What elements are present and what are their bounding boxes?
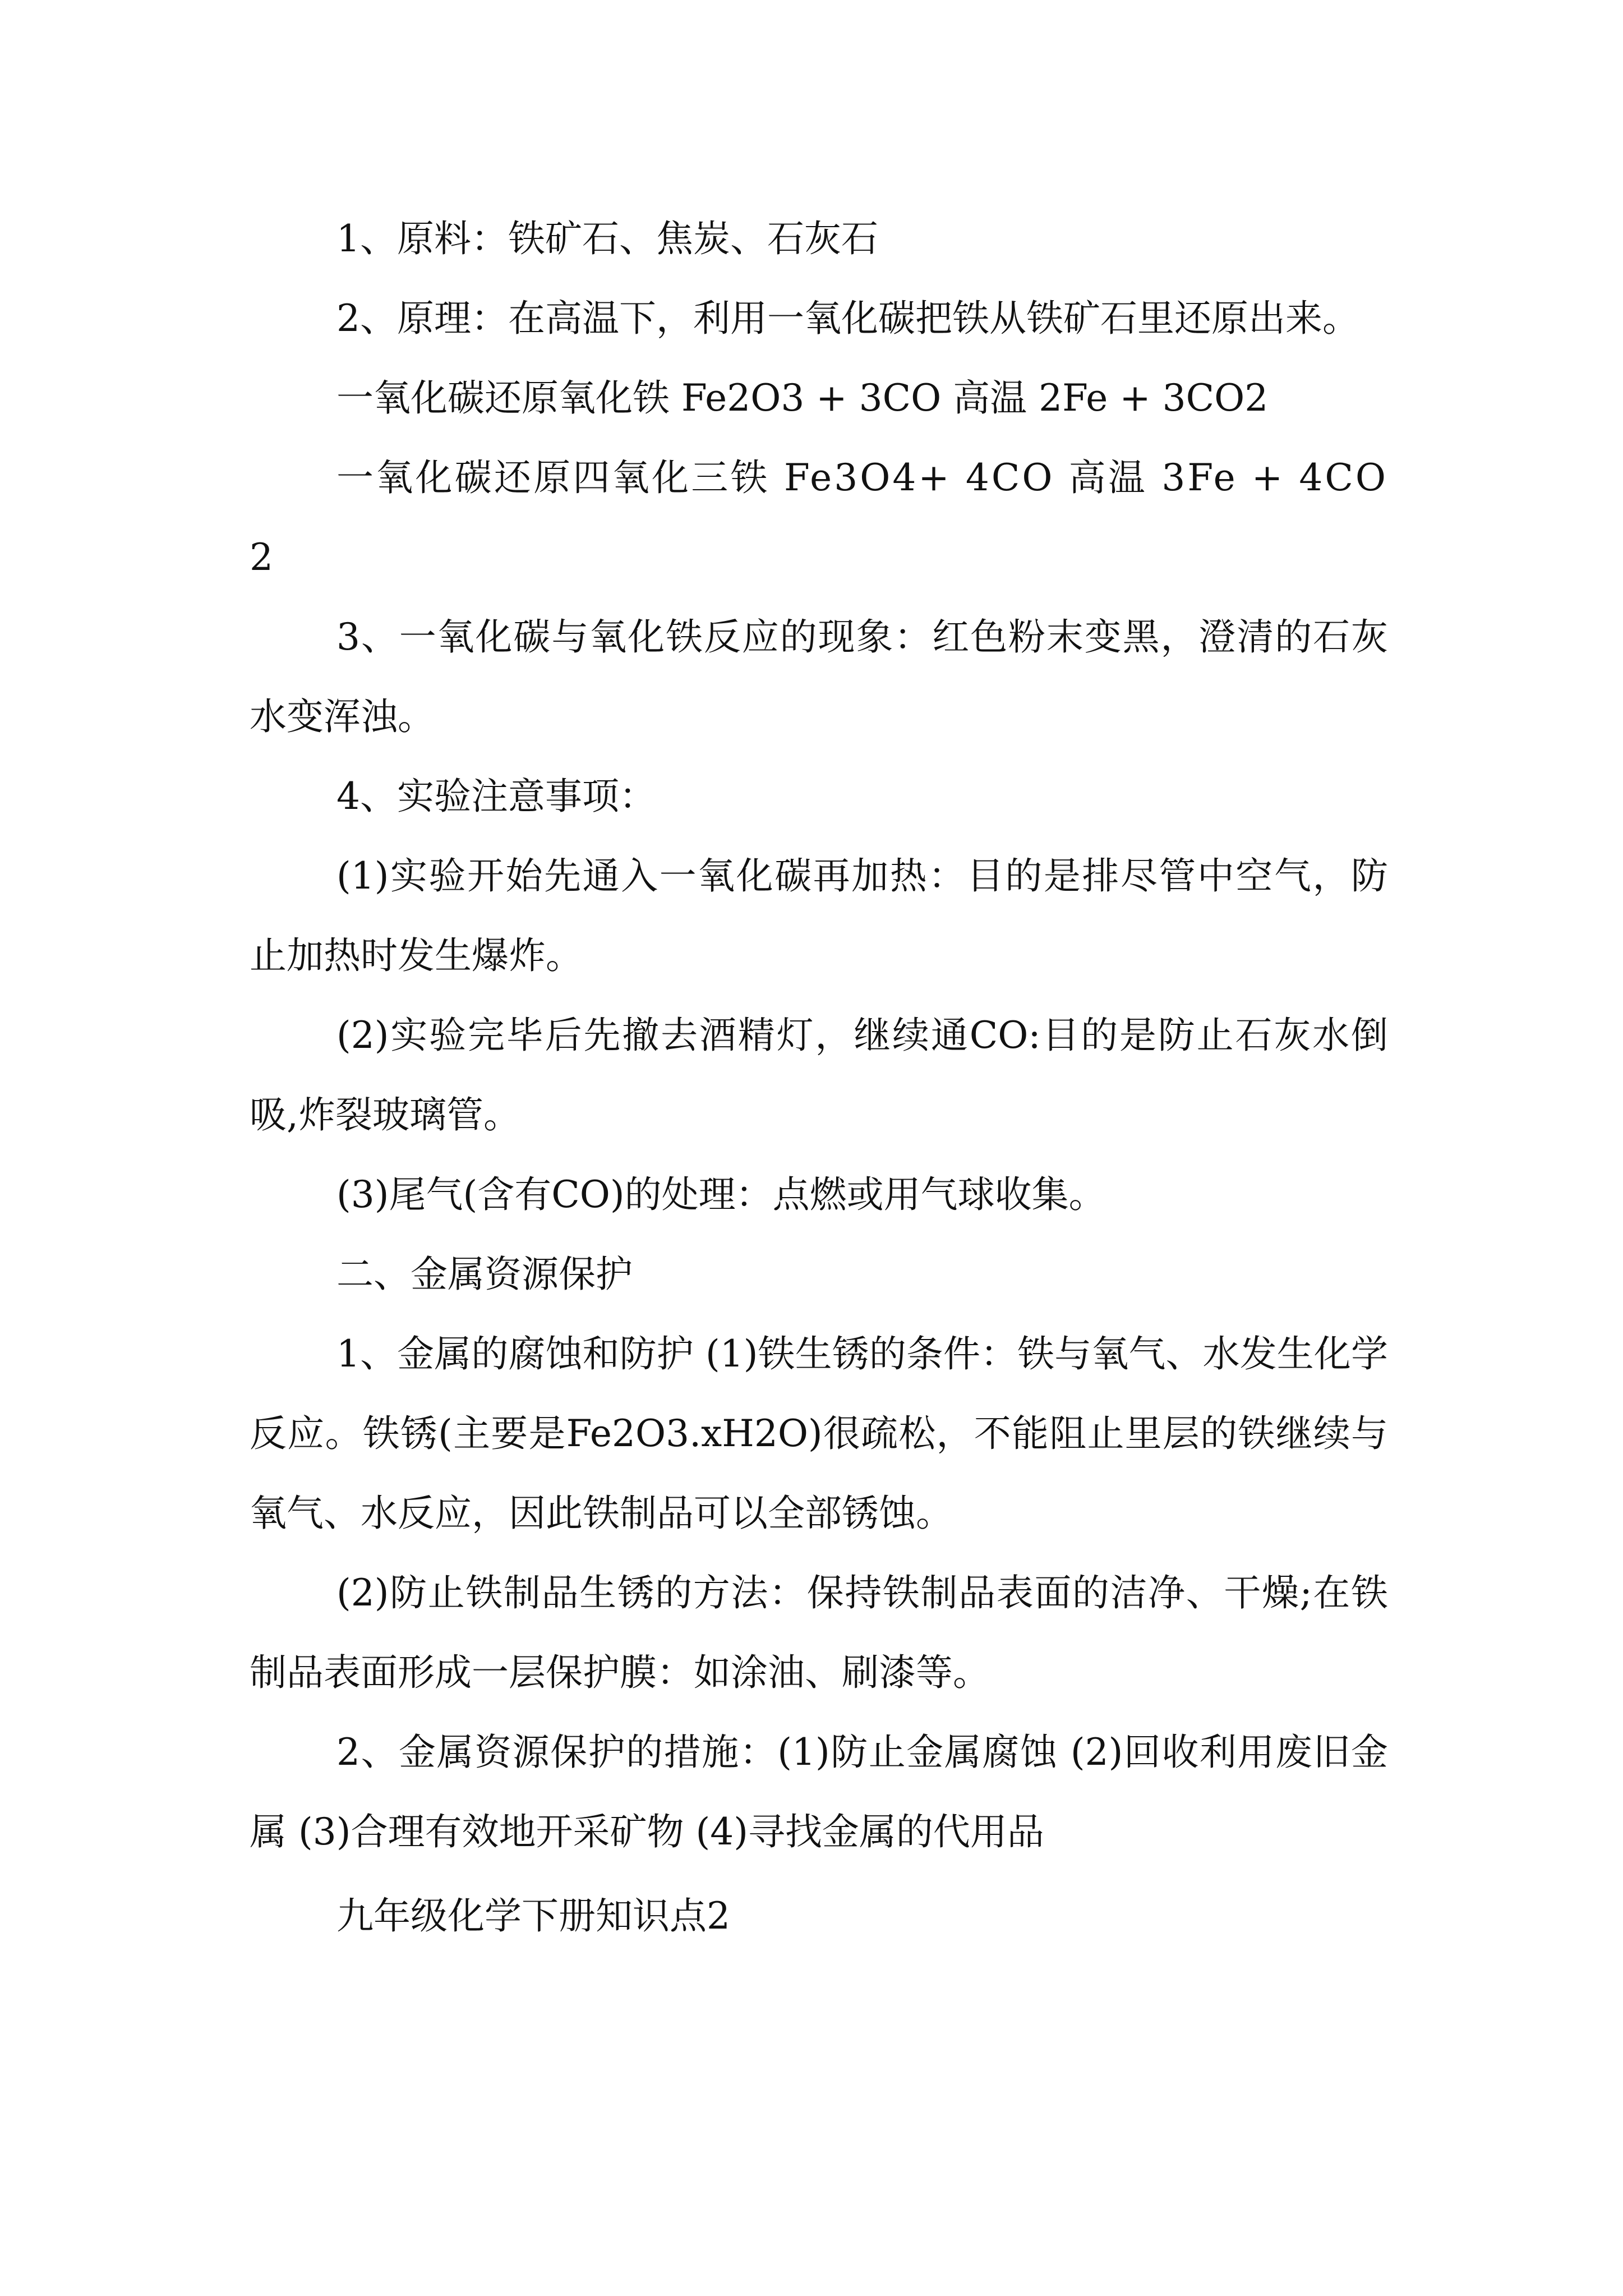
paragraph-protection-measures: 2、金属资源保护的措施：(1)防止金属腐蚀 (2)回收利用废旧金属 (3)合理有效地开采矿物 (4)寻找金属的代用品 [250, 1731, 1388, 1853]
document-body [250, 199, 1388, 1956]
equation-fe3o4: 一氧化碳还原四氧化三铁 Fe3O4+ 4CO 高温 3Fe + 4CO2 [250, 456, 1388, 579]
paragraph-raw-materials: 1、原料：铁矿石、焦炭、石灰石 [336, 217, 878, 260]
paragraph-corrosion: 1、金属的腐蚀和防护 (1)铁生锈的条件：铁与氧气、水发生化学反应。铁锈(主要是Fe2O3.xH2O)很疏松，不能阻止里层的铁继续与氧气、水反应，因此铁制品可以全部锈蚀。 [250, 1332, 1388, 1535]
paragraph-precaution-2: (2)实验完毕后先撤去酒精灯，继续通CO:目的是防止石灰水倒吸,炸裂玻璃管。 [250, 1014, 1388, 1137]
paragraph-precautions-heading: 4、实验注意事项： [336, 775, 656, 818]
equation-fe2o3: 一氧化碳还原氧化铁 Fe2O3 + 3CO 高温 2Fe + 3CO2 [336, 376, 1269, 420]
section-heading-metal-protection: 二、金属资源保护 [336, 1253, 633, 1296]
section-title-knowledge-2: 九年级化学下册知识点2 [336, 1894, 730, 1938]
paragraph-principle: 2、原理：在高温下，利用一氧化碳把铁从铁矿石里还原出来。 [336, 297, 1359, 340]
paragraph-precaution-3: (3)尾气(含有CO)的处理：点燃或用气球收集。 [336, 1173, 1106, 1216]
paragraph-phenomenon: 3、一氧化碳与氧化铁反应的现象：红色粉末变黑，澄清的石灰水变浑浊。 [250, 615, 1388, 738]
paragraph-precaution-1: (1)实验开始先通入一氧化碳再加热：目的是排尽管中空气，防止加热时发生爆炸。 [250, 854, 1388, 977]
paragraph-rust-prevention: (2)防止铁制品生锈的方法：保持铁制品表面的洁净、干燥;在铁制品表面形成一层保护膜：如涂油、刷漆等。 [250, 1571, 1388, 1694]
